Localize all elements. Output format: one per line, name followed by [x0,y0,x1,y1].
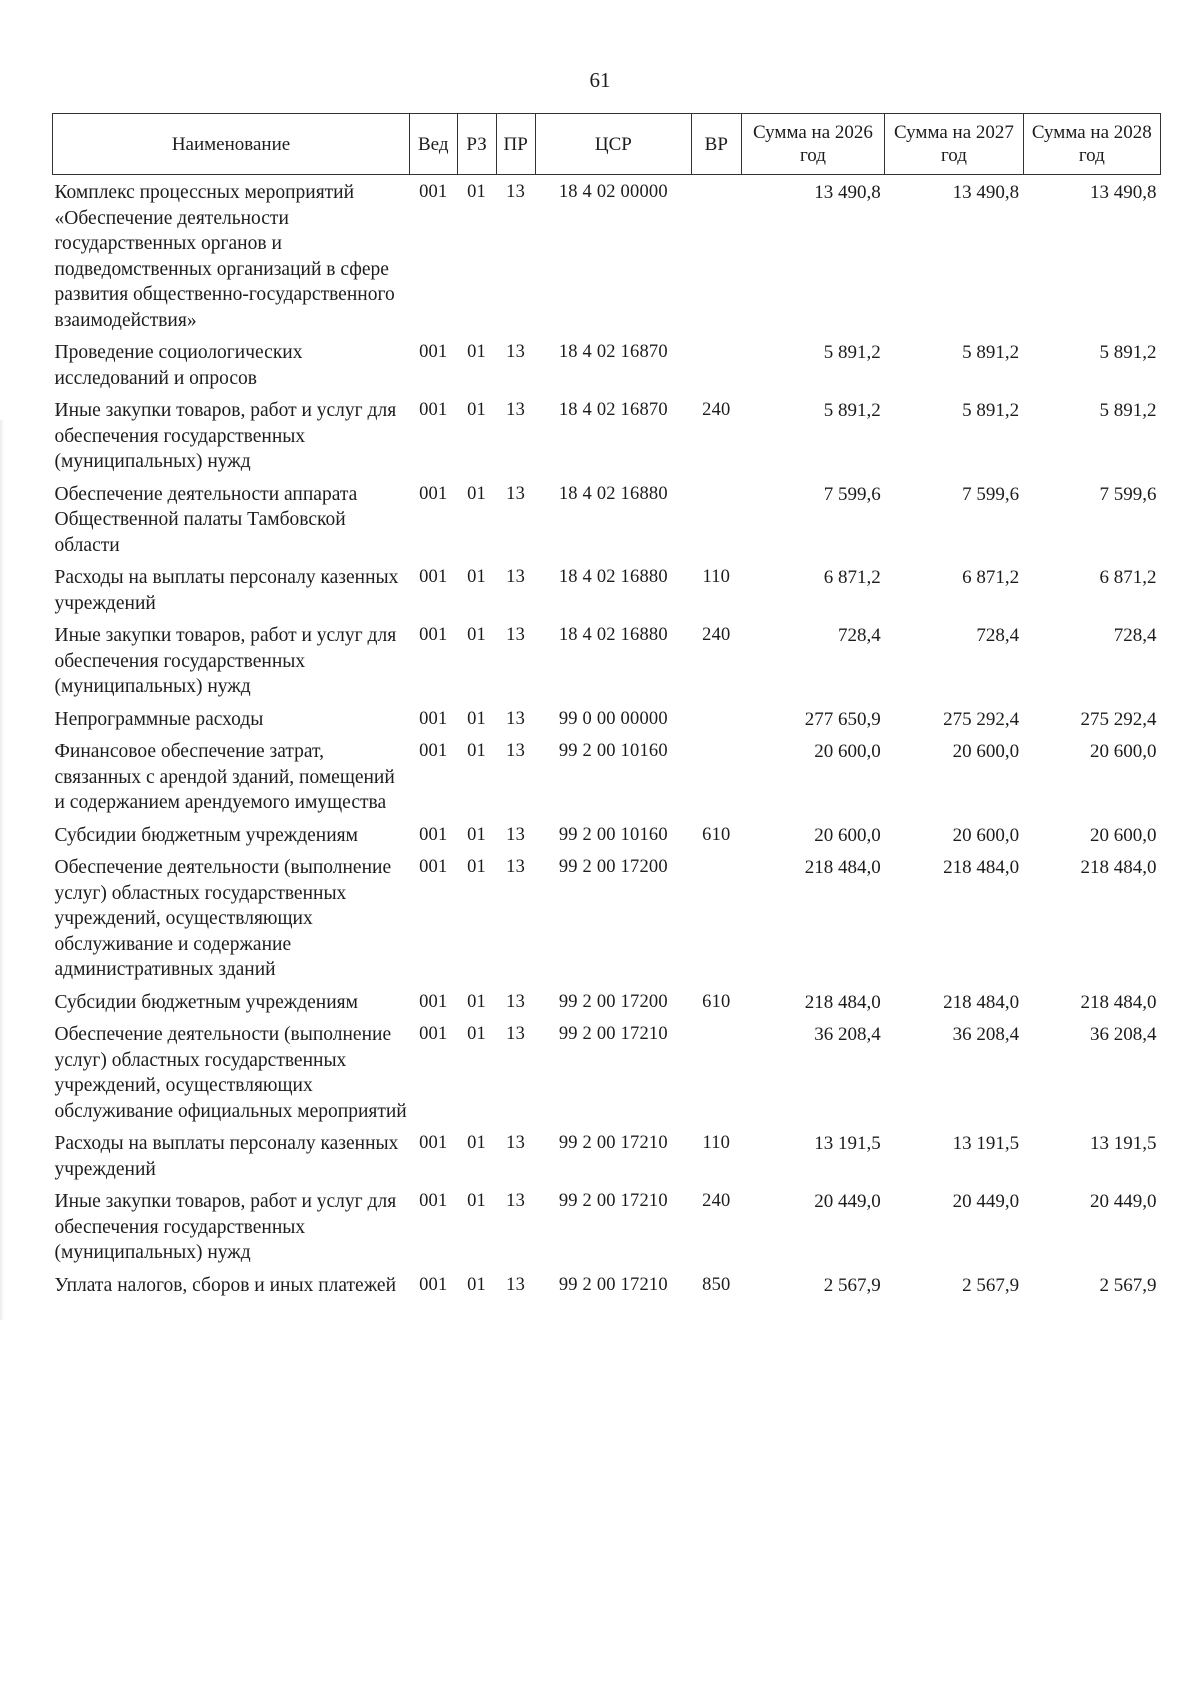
cell-sum-2026: 20 600,0 [814,824,881,846]
cell-name: Финансовое обеспечение затрат, связанных с арендой зданий, помещений и содержанием арендуемого имущества [54,741,395,813]
cell-sum-2026: 5 891,2 [823,342,881,363]
cell-csr: 18 4 02 00000 [558,182,668,202]
cell-sum-2027: 5 891,2 [962,342,1020,363]
cell-sum-2028: 13 191,5 [1090,1133,1157,1154]
cell-name: Расходы на выплаты персоналу казенных учреждений [54,1133,399,1180]
cell-sum-2027: 6 871,2 [962,567,1020,588]
cell-csr: 99 0 00 00000 [558,708,668,729]
cell-name: Расходы на выплаты персоналу казенных учреждений [54,567,399,614]
cell-ved: 001 [419,741,448,761]
cell-sum-2027: 218 484,0 [943,991,1020,1013]
cell-pr: 13 [506,1191,526,1211]
table-row [53,560,1161,618]
table-row [53,393,1161,477]
cell-sum-2026: 20 449,0 [814,1191,881,1212]
cell-csr: 99 2 00 17210 [558,1133,668,1153]
cell-csr: 99 2 00 10160 [558,824,668,845]
cell-sum-2027: 5 891,2 [962,400,1020,421]
cell-csr: 99 2 00 17210 [558,1191,668,1211]
cell-rz: 01 [467,991,486,1012]
table-row [53,1017,1161,1126]
table-row [53,175,1161,336]
cell-rz: 01 [467,625,486,645]
cell-ved: 001 [419,1274,448,1295]
table-row [53,985,1161,1018]
cell-csr: 99 2 00 17210 [558,1024,668,1044]
cell-vr [691,335,741,393]
header-name: Наименование [53,114,410,175]
cell-csr: 99 2 00 17200 [558,991,668,1012]
cell-sum-2027: 218 484,0 [943,857,1020,878]
cell-sum-2028: 218 484,0 [1080,991,1157,1013]
cell-rz: 01 [467,567,486,587]
cell-name: Иные закупки товаров, работ и услуг для обеспечения государственных (муниципальных) нужд [54,625,397,697]
cell-sum-2027: 36 208,4 [952,1024,1020,1045]
cell-csr: 18 4 02 16880 [558,483,668,504]
cell-ved: 001 [419,483,448,504]
cell-ved: 001 [419,708,448,729]
cell-sum-2026: 13 191,5 [814,1133,881,1154]
cell-name: Уплата налогов, сборов и иных платежей [54,1274,397,1296]
cell-sum-2028: 5 891,2 [1099,342,1157,363]
page-number: 61 [589,68,611,92]
cell-csr: 99 2 00 17210 [558,1274,668,1295]
cell-pr: 13 [506,182,526,202]
cell-name: Субсидии бюджетным учреждениям [54,824,358,846]
cell-sum-2026: 2 567,9 [823,1274,881,1296]
header-sum-2026: Сумма на 2026 год [741,114,885,175]
cell-ved: 001 [419,857,448,877]
cell-sum-2027: 13 191,5 [952,1133,1020,1154]
cell-csr: 18 4 02 16870 [558,400,668,420]
cell-sum-2026: 5 891,2 [823,400,881,421]
cell-rz: 01 [467,342,486,362]
cell-pr: 13 [506,857,526,877]
cell-sum-2028: 2 567,9 [1099,1274,1157,1296]
budget-table [52,113,1161,1300]
cell-sum-2026: 218 484,0 [804,991,881,1013]
cell-sum-2026: 36 208,4 [814,1024,881,1045]
cell-sum-2027: 20 600,0 [952,824,1020,846]
cell-vr: 240 [702,1191,731,1211]
table-row [53,818,1161,851]
cell-name: Обеспечение деятельности аппарата Общественной палаты Тамбовской области [54,483,358,556]
cell-pr: 13 [506,741,526,761]
cell-sum-2027: 20 600,0 [952,741,1020,762]
cell-name: Иные закупки товаров, работ и услуг для обеспечения государственных (муниципальных) нужд [54,1191,397,1263]
cell-vr: 610 [702,991,731,1012]
cell-ved: 001 [419,625,448,645]
cell-sum-2028: 13 490,8 [1090,182,1157,203]
cell-csr: 99 2 00 10160 [558,741,668,761]
table-body [53,175,1161,1301]
cell-pr: 13 [506,1024,526,1044]
cell-name: Комплекс процессных мероприятий «Обеспечение деятельности государственных органов и подведомственных организаций в сфере развития общественно-государственного взаимодействия» [54,182,395,331]
cell-rz: 01 [467,741,486,761]
cell-pr: 13 [506,708,526,729]
cell-name: Иные закупки товаров, работ и услуг для обеспечения государственных (муниципальных) нужд [54,400,397,472]
cell-name: Проведение социологических исследований и опросов [54,342,303,389]
cell-vr [691,702,741,735]
table-row [53,702,1161,735]
cell-vr [691,734,741,818]
cell-sum-2028: 20 449,0 [1090,1191,1157,1212]
cell-sum-2026: 218 484,0 [804,857,881,878]
cell-rz: 01 [467,708,486,729]
cell-sum-2027: 728,4 [976,625,1020,646]
cell-sum-2028: 275 292,4 [1080,708,1157,730]
cell-vr: 110 [702,1133,731,1153]
cell-csr: 18 4 02 16870 [558,342,668,362]
table-row [53,477,1161,561]
cell-rz: 01 [467,483,486,504]
cell-ved: 001 [419,1024,448,1044]
cell-name: Субсидии бюджетным учреждениям [54,991,358,1013]
header-vr: ВР [691,114,741,175]
table-row [53,850,1161,985]
cell-vr [691,175,741,336]
cell-pr: 13 [506,1133,526,1153]
table-row [53,1184,1161,1268]
cell-sum-2028: 728,4 [1113,625,1157,646]
table-row [53,1126,1161,1184]
cell-vr: 610 [702,824,731,845]
cell-sum-2028: 20 600,0 [1090,741,1157,762]
cell-ved: 001 [419,182,448,202]
cell-sum-2028: 7 599,6 [1099,483,1157,505]
cell-vr: 850 [702,1274,731,1295]
cell-pr: 13 [506,400,526,420]
cell-sum-2027: 13 490,8 [952,182,1020,203]
cell-vr: 240 [702,625,731,645]
cell-vr: 110 [702,567,731,587]
cell-sum-2027: 7 599,6 [962,483,1020,505]
cell-vr [691,477,741,561]
cell-pr: 13 [506,824,526,845]
cell-rz: 01 [467,400,486,420]
cell-sum-2027: 20 449,0 [952,1191,1020,1212]
header-csr: ЦСР [535,114,691,175]
cell-name: Обеспечение деятельности (выполнение услуг) областных государственных учреждений, осуществляющих обслуживание и содержание административных зданий [54,857,392,980]
cell-pr: 13 [506,342,526,362]
cell-ved: 001 [419,1191,448,1211]
header-rz: РЗ [457,114,496,175]
cell-pr: 13 [506,483,526,504]
cell-ved: 001 [419,1133,448,1153]
cell-rz: 01 [467,1133,486,1153]
header-sum-2027: Сумма на 2027 год [885,114,1023,175]
header-ved: Вед [410,114,458,175]
table-row [53,734,1161,818]
cell-rz: 01 [467,824,486,845]
cell-sum-2026: 20 600,0 [814,741,881,762]
cell-pr: 13 [506,991,526,1012]
cell-rz: 01 [467,1024,486,1044]
cell-pr: 13 [506,567,526,587]
cell-ved: 001 [419,400,448,420]
header-sum-2028: Сумма на 2028 год [1023,114,1160,175]
cell-rz: 01 [467,1191,486,1211]
cell-sum-2026: 13 490,8 [814,182,881,203]
header-pr: ПР [496,114,535,175]
cell-vr [691,850,741,985]
table-header [53,114,1161,175]
cell-name: Непрограммные расходы [54,708,264,730]
cell-sum-2027: 275 292,4 [943,708,1020,730]
cell-csr: 18 4 02 16880 [558,625,668,645]
cell-ved: 001 [419,342,448,362]
cell-sum-2026: 277 650,9 [804,708,881,730]
scan-edge-shadow [0,420,4,1320]
table-row [53,1268,1161,1301]
cell-rz: 01 [467,857,486,877]
cell-ved: 001 [419,824,448,845]
cell-sum-2028: 5 891,2 [1099,400,1157,421]
cell-ved: 001 [419,991,448,1012]
table-row [53,335,1161,393]
cell-sum-2028: 36 208,4 [1090,1024,1157,1045]
cell-sum-2028: 20 600,0 [1090,824,1157,846]
cell-csr: 99 2 00 17200 [558,857,668,877]
table-row [53,618,1161,702]
cell-sum-2026: 7 599,6 [823,483,881,505]
cell-ved: 001 [419,567,448,587]
cell-sum-2027: 2 567,9 [962,1274,1020,1296]
cell-sum-2028: 6 871,2 [1099,567,1157,588]
cell-rz: 01 [467,182,486,202]
cell-csr: 18 4 02 16880 [558,567,668,587]
cell-pr: 13 [506,625,526,645]
cell-sum-2026: 6 871,2 [823,567,881,588]
cell-pr: 13 [506,1274,526,1295]
cell-name: Обеспечение деятельности (выполнение услуг) областных государственных учреждений, осуществляющих обслуживание официальных мероприятий [54,1024,407,1122]
cell-sum-2028: 218 484,0 [1080,857,1157,878]
cell-sum-2026: 728,4 [838,625,881,646]
cell-rz: 01 [467,1274,486,1295]
cell-vr: 240 [702,400,731,420]
cell-vr [691,1017,741,1126]
